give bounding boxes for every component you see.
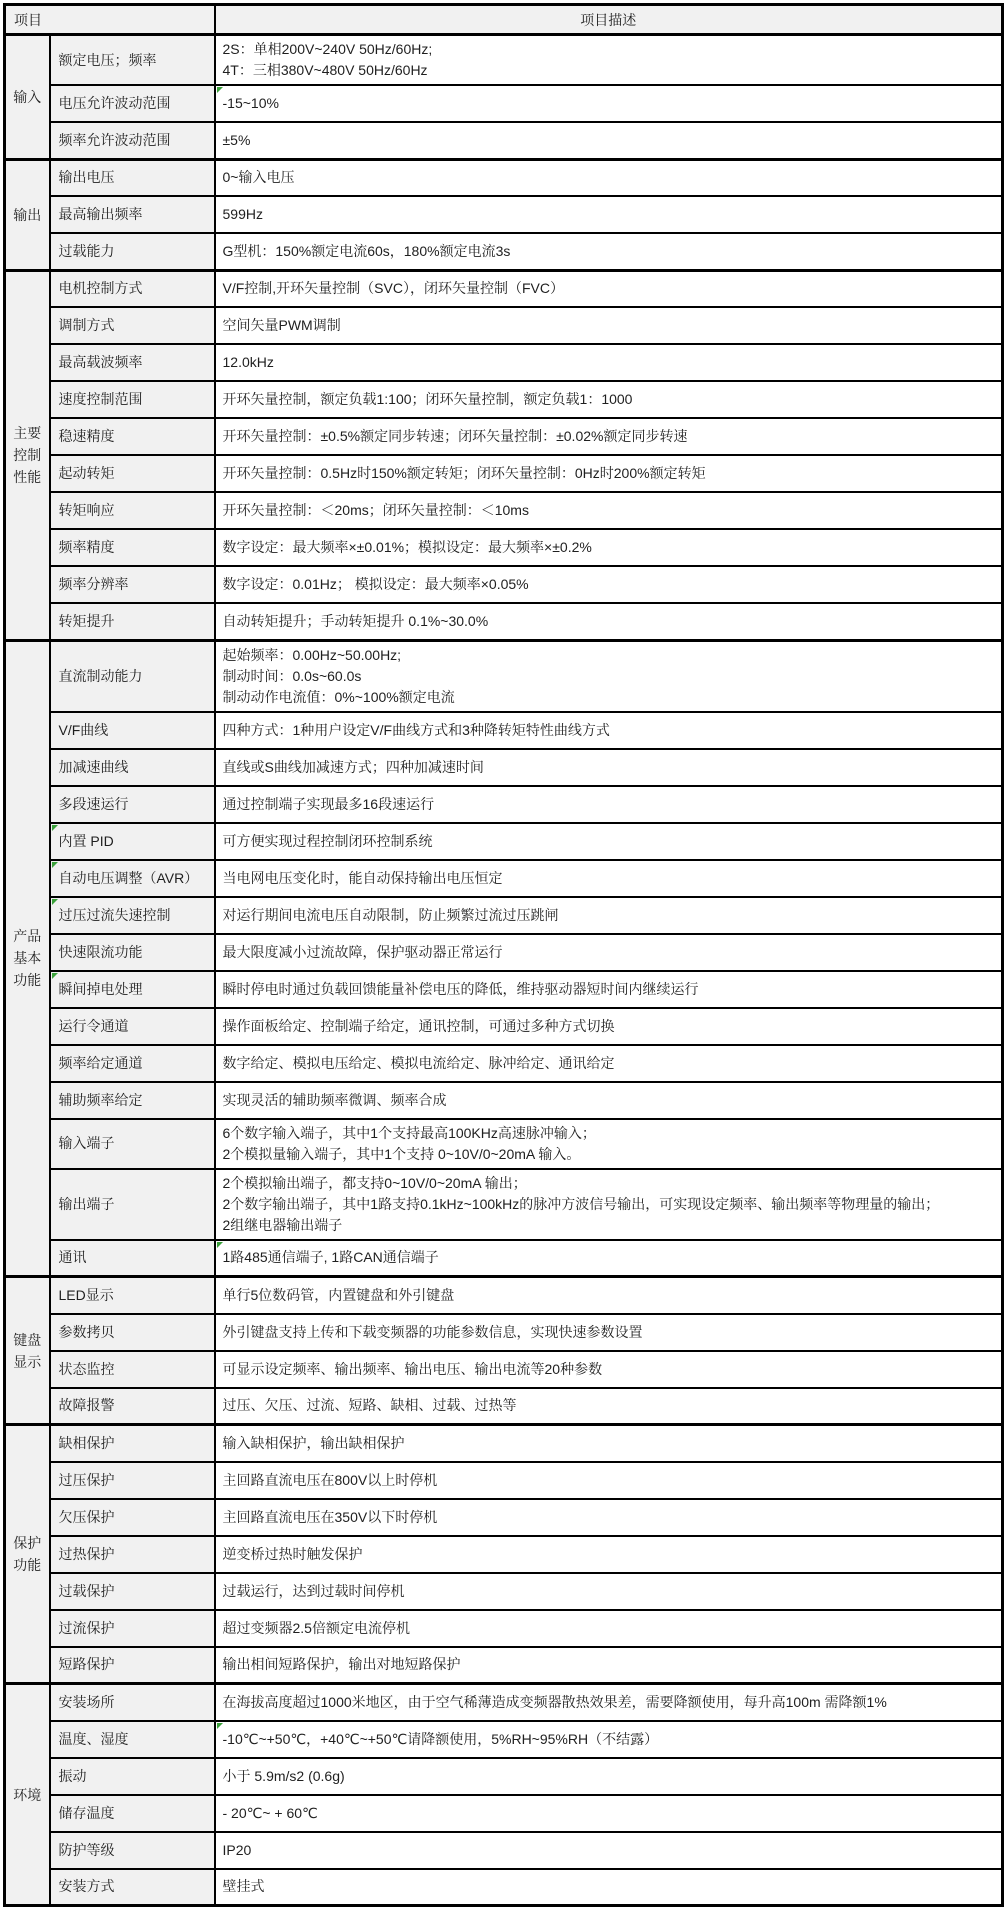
item-label-cell: 过热保护 [50,1536,215,1573]
description-line: 可显示设定频率、输出频率、输出电压、输出电流等20种参数 [222,1360,603,1377]
description-line: 当电网电压变化时，能自动保持输出电压恒定 [222,869,503,886]
item-label-cell: 瞬间掉电处理 [50,971,215,1008]
table-row [5,270,1003,307]
item-label-cell: 短路保护 [50,1647,215,1684]
item-label-cell: 输出端子 [50,1169,215,1240]
item-label-cell: 稳速精度 [50,418,215,455]
description-line: 最大限度减小过流故障，保护驱动器正常运行 [222,943,503,960]
item-label-cell: 自动电压调整（AVR） [50,860,215,897]
table-row [5,196,1003,233]
item-label-cell: 频率允许波动范围 [50,122,215,159]
description-line: 输入缺相保护，输出缺相保护 [222,1434,405,1451]
table-row [5,1277,1003,1314]
item-label-cell: 故障报警 [50,1388,215,1425]
table-row [5,1536,1003,1573]
description-line: 数字设定：0.01Hz； 模拟设定：最大频率×0.05% [222,576,529,592]
item-label-cell: 转矩响应 [50,492,215,529]
description-line: -10℃~+50℃，+40℃~+50℃请降额使用，5%RH~95%RH（不结露） [222,1730,659,1747]
item-description-cell [215,1832,1003,1869]
description-line: 壁挂式 [222,1878,265,1895]
item-description-cell [215,1795,1003,1832]
description-line: 数字给定、模拟电压给定、模拟电流给定、脉冲给定、通讯给定 [222,1054,615,1071]
description-line: 超过变频器2.5倍额定电流停机 [222,1619,410,1636]
table-row [5,418,1003,455]
item-label-cell: 过载能力 [50,233,215,270]
item-label-cell: 最高载波频率 [50,344,215,381]
item-label-cell: 状态监控 [50,1351,215,1388]
description-line: 可方便实现过程控制闭环控制系统 [222,832,433,849]
item-description-cell [215,85,1003,122]
table-row [5,1240,1003,1277]
item-label-cell: 转矩提升 [50,603,215,640]
item-description-cell [215,1082,1003,1119]
item-description-cell [215,1008,1003,1045]
header-cell-description: 项目描述 [215,5,1003,35]
item-label-cell: 缺相保护 [50,1425,215,1462]
item-description-cell [215,1045,1003,1082]
table-row [5,1008,1003,1045]
item-description-cell [215,270,1003,307]
item-description-cell [215,159,1003,196]
item-description-cell [215,640,1003,712]
description-line: 1路485通信端子, 1路CAN通信端子 [222,1249,439,1266]
item-label-cell: 防护等级 [50,1832,215,1869]
description-line: 0~输入电压 [222,169,295,186]
table-row [5,1647,1003,1684]
item-label-cell: 频率分辨率 [50,566,215,603]
description-line: 直线或S曲线加减速方式；四种加减速时间 [222,758,484,775]
item-description-cell [215,1721,1003,1758]
table-row [5,640,1003,712]
item-description-cell [215,1240,1003,1277]
description-line: IP20 [222,1841,252,1858]
item-description-cell [215,934,1003,971]
item-label-cell: 辅助频率给定 [50,1082,215,1119]
category-cell: 输出 [5,159,50,270]
table-row [5,307,1003,344]
item-description-cell [215,529,1003,566]
description-line: 数字设定：最大频率×±0.01%；模拟设定：最大频率×±0.2% [222,539,592,555]
table-row [5,786,1003,823]
category-cell: 主要控制性能 [5,270,50,640]
item-description-cell [215,1314,1003,1351]
table-row [5,492,1003,529]
item-label-cell: 安装方式 [50,1869,215,1906]
table-row [5,603,1003,640]
category-cell: 键盘显示 [5,1277,50,1425]
item-label-cell: 额定电压；频率 [50,35,215,86]
description-line: 2个数字输出端子，其中1路支持0.1kHz~100kHz的脉冲方波信号输出，可实现设定频率、输出频率等物理量的输出； [222,1195,940,1212]
item-description-cell [215,1573,1003,1610]
item-label-cell: 最高输出频率 [50,196,215,233]
table-row [5,1610,1003,1647]
item-description-cell [215,344,1003,381]
table-row [5,934,1003,971]
item-description-cell [215,1277,1003,1314]
table-row [5,1795,1003,1832]
table-row [5,1425,1003,1462]
table-row [5,529,1003,566]
header-cell-item: 项目 [5,5,215,35]
item-label-cell: 电机控制方式 [50,270,215,307]
description-line: 6个数字输入端子，其中1个支持最高100KHz高速脉冲输入； [222,1124,596,1141]
item-description-cell [215,786,1003,823]
category-cell: 环境 [5,1684,50,1906]
description-line: 主回路直流电压在350V以下时停机 [222,1508,438,1525]
description-line: 在海拔高度超过1000米地区，由于空气稀薄造成变频器散热效果差，需要降额使用，每升高100m 需降额1% [222,1693,887,1710]
table-row [5,455,1003,492]
description-line: 制动动作电流值：0%~100%额定电流 [222,688,455,705]
description-line: 逆变桥过热时触发保护 [222,1545,363,1562]
description-line: 自动转矩提升；手动转矩提升 0.1%~30.0% [222,612,489,629]
description-line: 开环矢量控制：0.5Hz时150%额定转矩；闭环矢量控制：0Hz时200%额定转矩 [222,465,706,481]
item-label-cell: 直流制动能力 [50,640,215,712]
description-line: 瞬时停电时通过负载回馈能量补偿电压的降低，维持驱动器短时间内继续运行 [222,980,699,997]
description-line: 操作面板给定、控制端子给定，通讯控制，可通过多种方式切换 [222,1017,615,1034]
table-row [5,860,1003,897]
item-description-cell [215,823,1003,860]
item-label-cell: 振动 [50,1758,215,1795]
table-row [5,85,1003,122]
description-line: 通过控制端子实现最多16段速运行 [222,795,435,812]
description-line: 空间矢量PWM调制 [222,317,341,333]
item-label-cell: 参数拷贝 [50,1314,215,1351]
item-label-cell: 输出电压 [50,159,215,196]
table-row [5,1388,1003,1425]
item-label-cell: 输入端子 [50,1119,215,1169]
table-row [5,1351,1003,1388]
item-description-cell [215,1684,1003,1721]
item-description-cell [215,1351,1003,1388]
description-line: 单行5位数码管，内置键盘和外引键盘 [222,1286,455,1303]
table-row [5,897,1003,934]
item-label-cell: 快速限流功能 [50,934,215,971]
item-description-cell [215,1499,1003,1536]
table-row [5,35,1003,86]
item-label-cell: 温度、湿度 [50,1721,215,1758]
table-row [5,971,1003,1008]
table-row [5,1045,1003,1082]
category-cell: 保护功能 [5,1425,50,1684]
table-row [5,1082,1003,1119]
item-label-cell: 过压保护 [50,1462,215,1499]
item-description-cell [215,492,1003,529]
description-line: 输出相间短路保护，输出对地短路保护 [222,1656,461,1673]
item-description-cell [215,566,1003,603]
description-line: 小于 5.9m/s2 (0.6g) [222,1767,345,1784]
item-label-cell: 多段速运行 [50,786,215,823]
item-description-cell [215,971,1003,1008]
table-row [5,1758,1003,1795]
spec-table-header [5,5,1003,35]
table-row [5,749,1003,786]
item-label-cell: 频率精度 [50,529,215,566]
description-line: 开环矢量控制：＜20ms；闭环矢量控制：＜10ms [222,502,529,518]
description-line: 对运行期间电流电压自动限制，防止频繁过流过压跳闸 [222,906,559,923]
item-description-cell [215,860,1003,897]
description-line: 过载运行，达到过载时间停机 [222,1582,405,1599]
category-cell: 产品基本功能 [5,640,50,1277]
description-line: 起始频率：0.00Hz~50.00Hz; [222,646,402,663]
category-cell: 输入 [5,35,50,160]
table-row [5,1573,1003,1610]
description-line: G型机：150%额定电流60s，180%额定电流3s [222,242,511,259]
table-row [5,823,1003,860]
item-description-cell [215,1758,1003,1795]
item-label-cell: 欠压保护 [50,1499,215,1536]
item-label-cell: LED显示 [50,1277,215,1314]
description-line: 599Hz [222,206,263,222]
item-label-cell: 加减速曲线 [50,749,215,786]
table-row [5,1499,1003,1536]
item-description-cell [215,196,1003,233]
table-row [5,1314,1003,1351]
description-line: 主回路直流电压在800V以上时停机 [222,1471,438,1488]
item-label-cell: 电压允许波动范围 [50,85,215,122]
description-line: 开环矢量控制：±0.5%额定同步转速；闭环矢量控制：±0.02%额定同步转速 [222,428,688,444]
table-row [5,1869,1003,1906]
description-line: 外引键盘支持上传和下载变频器的功能参数信息，实现快速参数设置 [222,1323,643,1340]
table-row [5,1832,1003,1869]
item-description-cell [215,1869,1003,1906]
item-label-cell: 通讯 [50,1240,215,1277]
item-description-cell [215,418,1003,455]
item-description-cell [215,749,1003,786]
item-description-cell [215,1388,1003,1425]
item-description-cell [215,1647,1003,1684]
item-description-cell [215,233,1003,270]
table-row [5,381,1003,418]
table-row [5,1721,1003,1758]
item-label-cell: 过压过流失速控制 [50,897,215,934]
item-description-cell [215,122,1003,159]
item-description-cell [215,455,1003,492]
item-label-cell: 速度控制范围 [50,381,215,418]
item-label-cell: 频率给定通道 [50,1045,215,1082]
description-line: -15~10% [222,95,279,111]
spec-table [3,3,1004,1907]
item-description-cell [215,1610,1003,1647]
description-line: 开环矢量控制，额定负载1:100；闭环矢量控制，额定负载1：1000 [222,391,633,407]
item-label-cell: 内置 PID [50,823,215,860]
table-row [5,159,1003,196]
description-line: 4T：三相380V~480V 50Hz/60Hz [222,62,428,78]
item-description-cell [215,1425,1003,1462]
description-line: 12.0kHz [222,354,274,370]
description-line: - 20℃~ + 60℃ [222,1804,318,1821]
description-line: 2S：单相200V~240V 50Hz/60Hz; [222,41,433,57]
description-line: V/F控制,开环矢量控制（SVC），闭环矢量控制（FVC） [222,280,564,297]
table-row [5,566,1003,603]
description-line: 过压、欠压、过流、短路、缺相、过载、过热等 [222,1397,517,1414]
item-label-cell: 过载保护 [50,1573,215,1610]
table-row [5,344,1003,381]
item-label-cell: 起动转矩 [50,455,215,492]
description-line: 2个模拟输出端子，都支持0~10V/0~20mA 输出； [222,1174,527,1191]
item-description-cell [215,35,1003,86]
item-description-cell [215,307,1003,344]
item-description-cell [215,1536,1003,1573]
item-description-cell [215,603,1003,640]
item-description-cell [215,381,1003,418]
table-row [5,1119,1003,1169]
item-description-cell [215,1169,1003,1240]
item-label-cell: 运行令通道 [50,1008,215,1045]
item-description-cell [215,897,1003,934]
description-line: 2组继电器输出端子 [222,1216,343,1233]
description-line: 实现灵活的辅助频率微调、频率合成 [222,1091,447,1108]
item-label-cell: 安装场所 [50,1684,215,1721]
spec-table-body [5,35,1003,1906]
table-row [5,712,1003,749]
item-label-cell: 调制方式 [50,307,215,344]
description-line: ±5% [222,131,251,148]
description-line: 制动时间：0.0s~60.0s [222,667,362,684]
header-row [5,5,1003,35]
item-label-cell: V/F曲线 [50,712,215,749]
table-row [5,122,1003,159]
description-line: 四种方式：1种用户设定V/F曲线方式和3种降转矩特性曲线方式 [222,721,610,738]
table-row [5,233,1003,270]
item-description-cell [215,1462,1003,1499]
item-description-cell [215,712,1003,749]
table-row [5,1169,1003,1240]
table-row [5,1684,1003,1721]
description-line: 2个模拟量输入端子，其中1个支持 0~10V/0~20mA 输入。 [222,1145,581,1162]
item-label-cell: 过流保护 [50,1610,215,1647]
table-row [5,1462,1003,1499]
item-label-cell: 储存温度 [50,1795,215,1832]
item-description-cell [215,1119,1003,1169]
